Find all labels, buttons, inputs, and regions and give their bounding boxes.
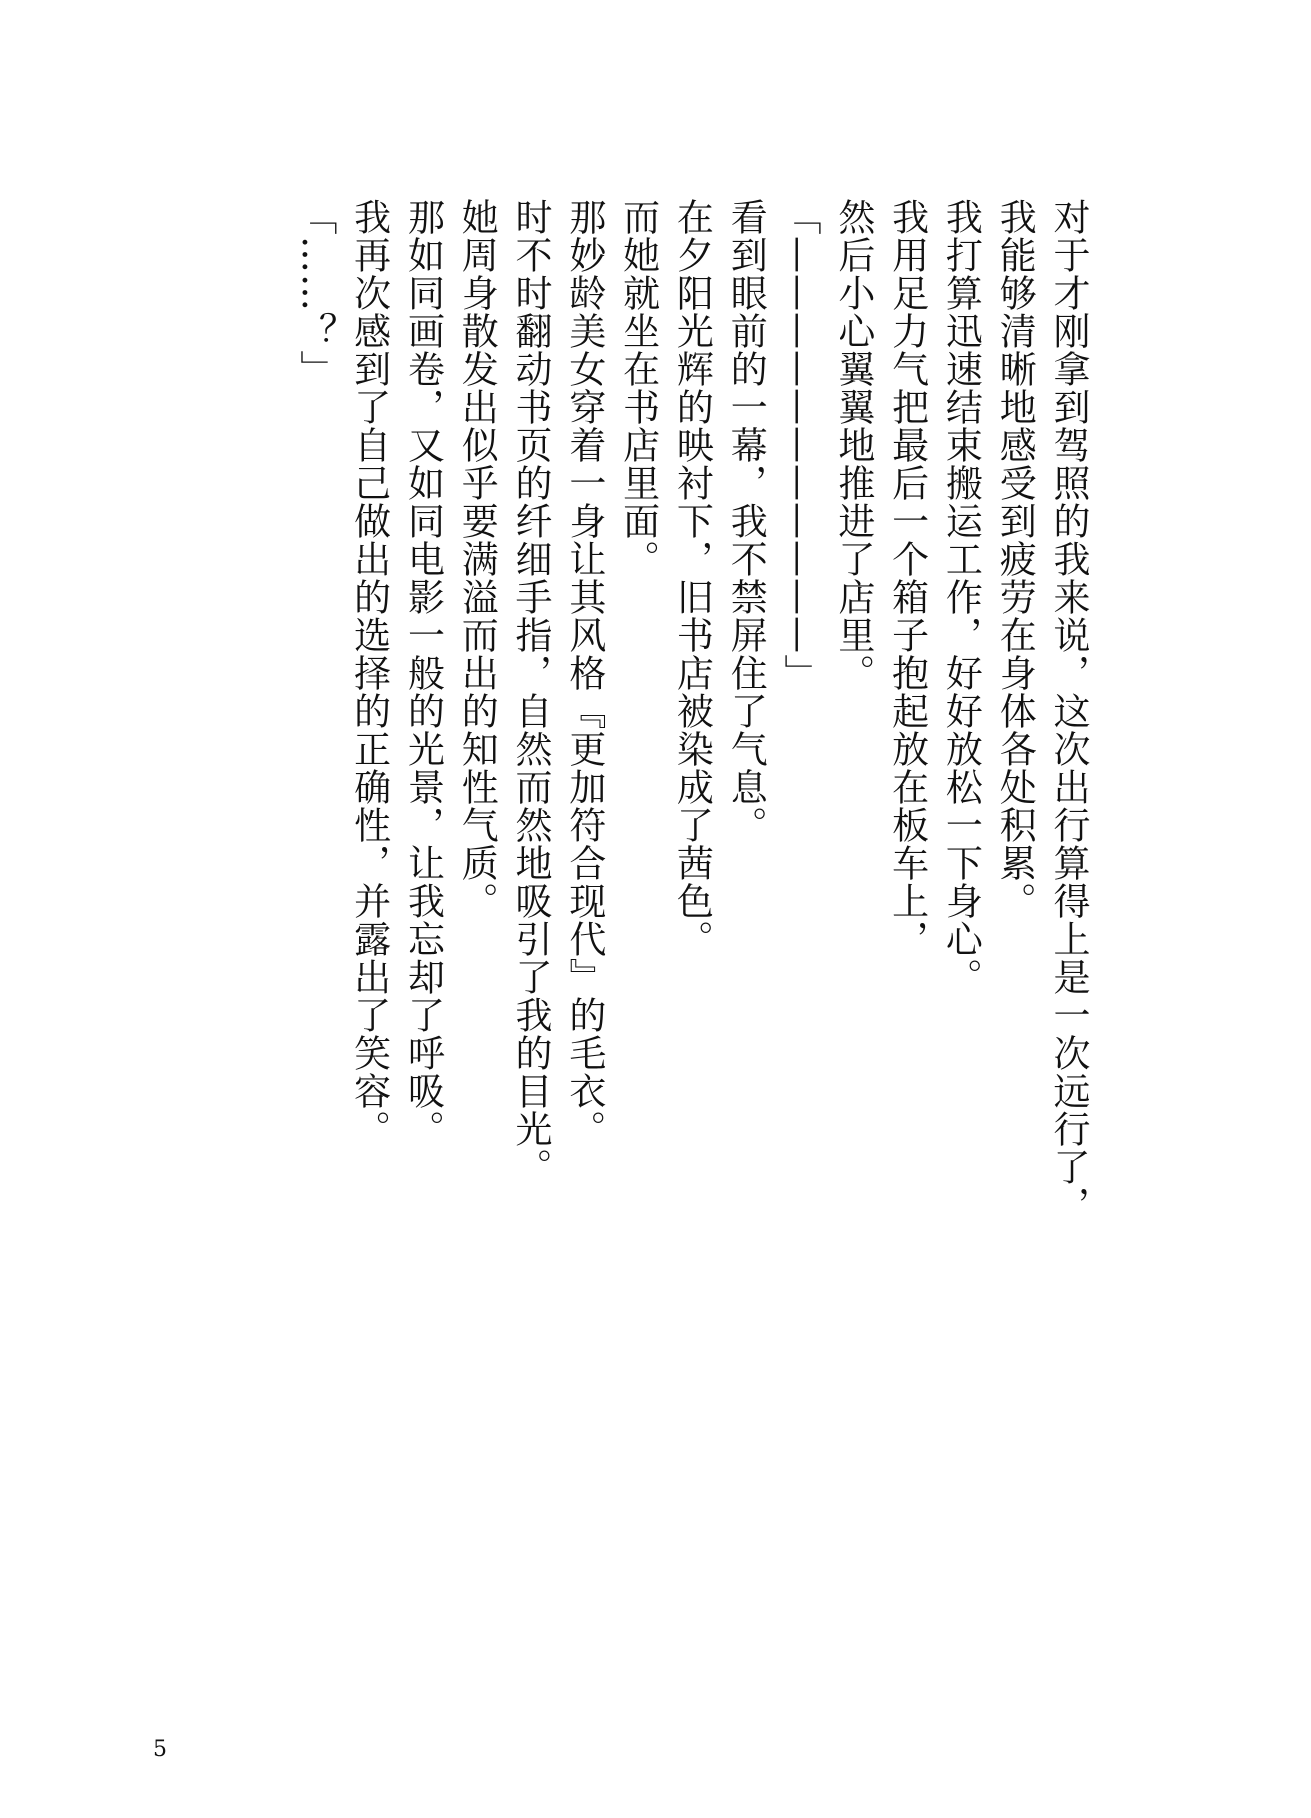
text-line: 我用足力气把最后一个箱子抱起放在板车上， xyxy=(885,198,929,958)
text-line: 对于才刚拿到驾照的我来说，这次出行算得上是一次远行了， xyxy=(1047,198,1090,1224)
text-line: 那如同画卷，又如同电影一般的光景，让我忘却了呼吸。 xyxy=(401,198,445,1148)
text-line: 我打算迅速结束搬运工作，好好放松一下身心。 xyxy=(939,198,983,996)
text-line: 那妙龄美女穿着一身让其风格『更加符合现代』的毛衣。 xyxy=(562,198,606,1148)
text-line: 我再次感到了自己做出的选择的正确性，并露出了笑容。 xyxy=(347,198,391,1148)
text-line: 在夕阳光辉的映衬下，旧书店被染成了茜色。 xyxy=(670,198,714,958)
text-line: 时不时翻动书页的纤细手指，自然而然地吸引了我的目光。 xyxy=(509,198,553,1186)
page-number: 5 xyxy=(153,1737,167,1762)
dialogue-line: 「……？」 xyxy=(293,198,337,388)
dialogue-line: 「———————————」 xyxy=(778,198,822,692)
text-line: 她周身散发出似乎要满溢而出的知性气质。 xyxy=(455,198,499,920)
text-line: 而她就坐在书店里面。 xyxy=(616,198,660,578)
text-line: 我能够清晰地感受到疲劳在身体各处积累。 xyxy=(993,198,1037,920)
vertical-text-body xyxy=(130,198,1095,1224)
text-line: 看到眼前的一幕，我不禁屏住了气息。 xyxy=(724,198,768,844)
text-line: 然后小心翼翼地推进了店里。 xyxy=(831,198,875,692)
